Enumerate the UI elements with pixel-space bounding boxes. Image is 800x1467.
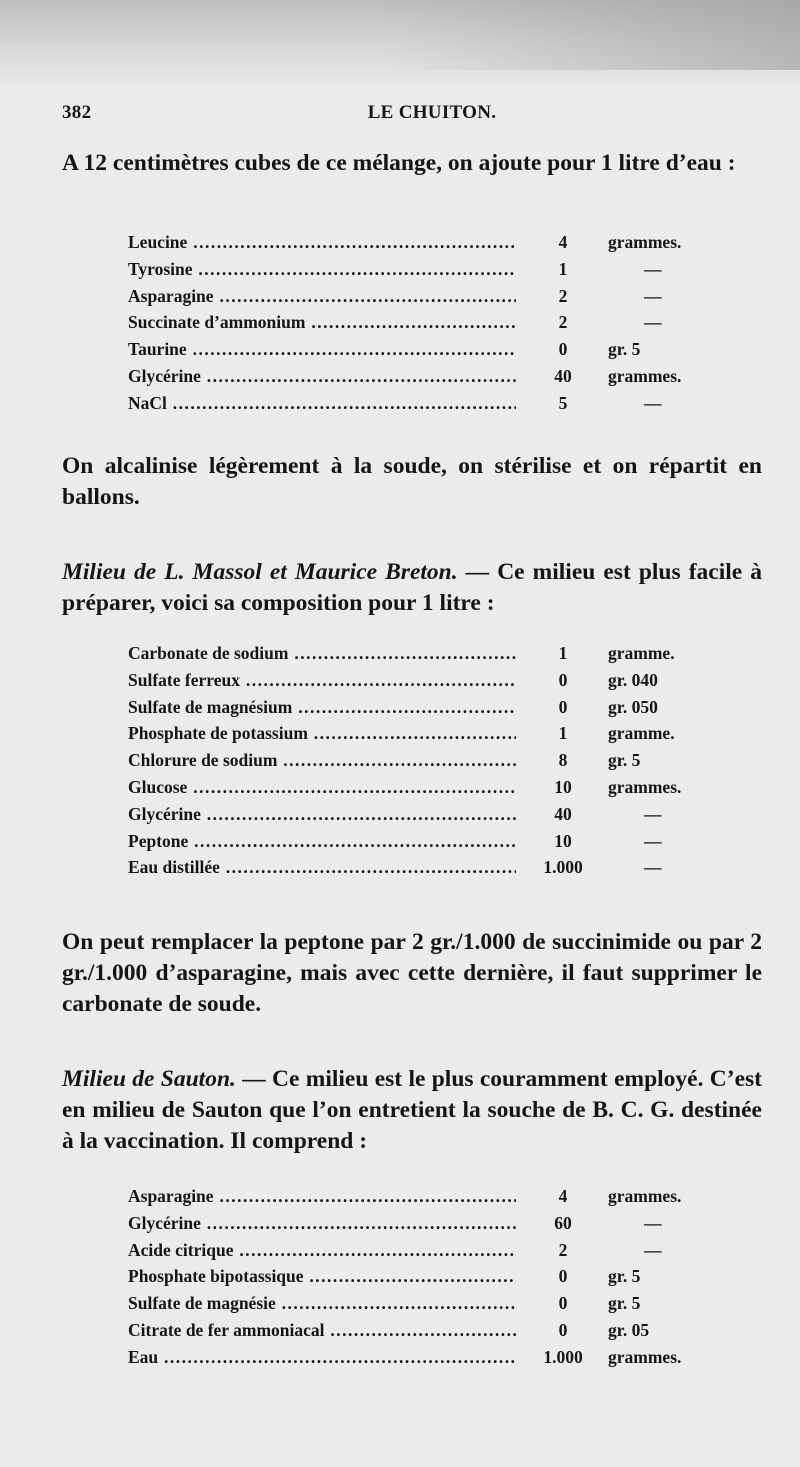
ingredient-name: Sulfate de magnésium ..... bbox=[128, 694, 516, 721]
ingredient-row bbox=[128, 801, 708, 828]
ingredient-row bbox=[128, 1317, 708, 1344]
ingredient-name: Tyrosine ..... bbox=[128, 256, 516, 283]
ingredient-quantity: 0 bbox=[558, 339, 568, 360]
ingredient-name: Carbonate de sodium ..... bbox=[128, 640, 516, 667]
ingredient-row bbox=[128, 363, 708, 390]
ingredient-row bbox=[128, 854, 708, 881]
ingredient-name: Glycérine ..... bbox=[128, 1210, 516, 1237]
ingredient-quantity: 0 bbox=[558, 1266, 568, 1287]
recipe-table-1 bbox=[128, 229, 708, 417]
ingredient-quantity: 0 bbox=[558, 696, 568, 717]
ingredient-name: Succinate d’ammonium ..... bbox=[128, 309, 516, 336]
paragraph-text: — Ce milieu est le plus couramment employé. C’est en milieu de Sauton que l’on entretient la souche de B. C. G. destinée à la vaccination. Il comprend : bbox=[62, 1066, 762, 1154]
ingredient-quantity: 0 bbox=[558, 669, 568, 690]
ingredient-quantity: 4 bbox=[558, 232, 568, 252]
ingredient-row bbox=[128, 256, 708, 283]
ingredient-name: Glycérine ..... bbox=[128, 363, 516, 390]
ingredient-name: Leucine ..... bbox=[128, 229, 516, 256]
ingredient-unit: — bbox=[644, 1212, 662, 1233]
ingredient-name: Peptone ..... bbox=[128, 828, 516, 855]
ingredient-unit: — bbox=[644, 312, 662, 333]
ingredient-quantity: 1 bbox=[558, 723, 568, 744]
ingredient-quantity: 0 bbox=[558, 1319, 568, 1340]
ingredient-name: NaCl ..... bbox=[128, 390, 516, 417]
ingredient-unit: gr. 05 bbox=[608, 1319, 650, 1340]
ingredient-unit: grammes. bbox=[608, 365, 682, 386]
ingredient-row bbox=[128, 720, 708, 747]
ingredient-unit: grammes. bbox=[608, 1346, 682, 1367]
ingredient-quantity: 1 bbox=[558, 643, 568, 663]
ingredient-unit: — bbox=[644, 285, 662, 306]
ingredient-name: Acide citrique ..... bbox=[128, 1237, 516, 1264]
ingredient-unit: gramme. bbox=[608, 643, 675, 663]
ingredient-row bbox=[128, 774, 708, 801]
ingredient-name: Eau distillée ..... bbox=[128, 854, 516, 881]
ingredient-unit: — bbox=[644, 803, 662, 824]
ingredient-row bbox=[128, 1344, 708, 1371]
ingredient-row bbox=[128, 1263, 708, 1290]
ingredient-unit: grammes. bbox=[608, 776, 682, 797]
ingredient-row bbox=[128, 390, 708, 417]
ingredient-unit: grammes. bbox=[608, 1186, 682, 1206]
ingredient-quantity: 4 bbox=[558, 1186, 568, 1206]
paragraph-alcalinise: On alcalinise légèrement à la soude, on stérilise et on répartit en ballons. bbox=[62, 453, 762, 510]
ingredient-quantity: 2 bbox=[558, 285, 568, 306]
running-title: LE CHUITON. bbox=[367, 102, 497, 123]
ingredient-unit: gr. 5 bbox=[608, 1293, 641, 1314]
ingredient-row bbox=[128, 667, 708, 694]
ingredient-name: Sulfate de magnésie ..... bbox=[128, 1290, 516, 1317]
ingredient-quantity: 60 bbox=[554, 1212, 572, 1233]
intro-paragraph: A 12 centimètres cubes de ce mélange, on ajoute pour 1 litre d’eau : bbox=[62, 150, 736, 176]
paragraph-text: — Ce milieu est plus facile à préparer, voici sa composition pour 1 litre : bbox=[62, 559, 762, 616]
ingredient-unit: — bbox=[644, 392, 662, 413]
ingredient-row bbox=[128, 747, 708, 774]
recipe-table-2 bbox=[128, 640, 708, 881]
recipe-table-3 bbox=[128, 1183, 708, 1371]
ingredient-quantity: 10 bbox=[554, 830, 572, 851]
ingredient-name: Asparagine ..... bbox=[128, 1183, 516, 1210]
ingredient-unit: gr. 050 bbox=[608, 696, 658, 717]
ingredient-name: Chlorure de sodium ..... bbox=[128, 747, 516, 774]
ingredient-row bbox=[128, 229, 708, 256]
ingredient-unit: grammes. bbox=[608, 232, 682, 252]
ingredient-quantity: 40 bbox=[554, 365, 572, 386]
ingredient-quantity: 10 bbox=[554, 776, 572, 797]
ingredient-quantity: 1 bbox=[558, 258, 568, 279]
ingredient-row bbox=[128, 336, 708, 363]
ingredient-name: Eau ..... bbox=[128, 1344, 516, 1371]
ingredient-name: Asparagine ..... bbox=[128, 283, 516, 310]
ingredient-row bbox=[128, 1237, 708, 1264]
ingredient-unit: gr. 5 bbox=[608, 750, 641, 771]
scan-shadow-corner bbox=[380, 0, 800, 70]
ingredient-unit: gr. 5 bbox=[608, 339, 641, 360]
ingredient-quantity: 1.000 bbox=[543, 1346, 583, 1367]
ingredient-unit: gramme. bbox=[608, 723, 675, 744]
ingredient-name: Citrate de fer ammoniacal ..... bbox=[128, 1317, 516, 1344]
ingredient-unit: gr. 040 bbox=[608, 669, 658, 690]
section-heading-sauton: Milieu de Sauton. bbox=[62, 1066, 236, 1092]
ingredient-quantity: 8 bbox=[558, 750, 568, 771]
page-header bbox=[62, 102, 762, 132]
paragraph-peptone: On peut remplacer la peptone par 2 gr./1.000 de succinimide ou par 2 gr./1.000 d’asparagine, mais avec cette dernière, il faut supprimer le carbonate de soude. bbox=[62, 929, 762, 1017]
paragraph-sauton bbox=[62, 1064, 762, 1157]
ingredient-name: Phosphate de potassium ..... bbox=[128, 720, 516, 747]
paragraph-massol-breton bbox=[62, 557, 762, 619]
ingredient-row bbox=[128, 640, 708, 667]
ingredient-name: Phosphate bipotassique ..... bbox=[128, 1263, 516, 1290]
ingredient-row bbox=[128, 1183, 708, 1210]
ingredient-name: Taurine ..... bbox=[128, 336, 516, 363]
ingredient-quantity: 0 bbox=[558, 1293, 568, 1314]
ingredient-unit: — bbox=[644, 830, 662, 851]
ingredient-quantity: 2 bbox=[558, 312, 568, 333]
ingredient-quantity: 5 bbox=[558, 392, 568, 413]
ingredient-name: Glucose ..... bbox=[128, 774, 516, 801]
section-heading-massol-breton: Milieu de L. Massol et Maurice Breton. bbox=[62, 559, 458, 585]
ingredient-row bbox=[128, 828, 708, 855]
ingredient-row bbox=[128, 1210, 708, 1237]
ingredient-unit: — bbox=[644, 258, 662, 279]
page-number: 382 bbox=[62, 102, 92, 123]
ingredient-quantity: 2 bbox=[558, 1239, 568, 1260]
ingredient-row bbox=[128, 694, 708, 721]
ingredient-quantity: 1.000 bbox=[543, 857, 583, 878]
ingredient-unit: — bbox=[644, 857, 662, 878]
ingredient-name: Glycérine ..... bbox=[128, 801, 516, 828]
ingredient-name: Sulfate ferreux ..... bbox=[128, 667, 516, 694]
ingredient-row bbox=[128, 283, 708, 310]
ingredient-row bbox=[128, 1290, 708, 1317]
ingredient-unit: — bbox=[644, 1239, 662, 1260]
ingredient-unit: gr. 5 bbox=[608, 1266, 641, 1287]
ingredient-quantity: 40 bbox=[554, 803, 572, 824]
ingredient-row bbox=[128, 309, 708, 336]
